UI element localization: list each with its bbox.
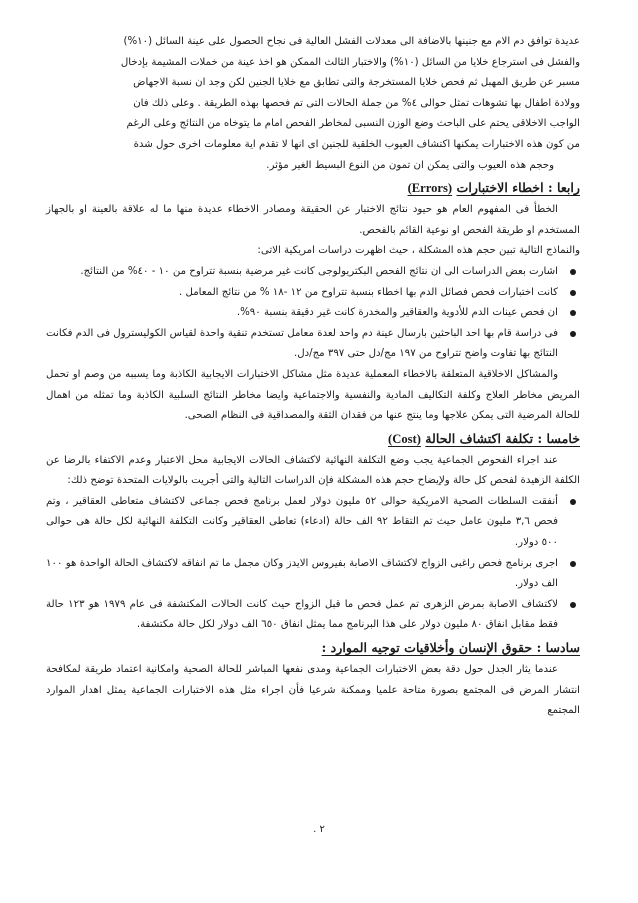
cost-bullet-list: [46, 492, 580, 636]
bullet-icon: [570, 290, 576, 296]
bullet-icon: [570, 310, 576, 316]
bullet-icon: [570, 561, 576, 567]
list-item: [46, 324, 580, 365]
section-heading-text: خامسا : تكلفة اكتشاف الحالة: [425, 430, 580, 446]
section-heading-english: (Errors): [407, 181, 453, 196]
list-item: [46, 492, 580, 554]
list-item: [46, 303, 580, 324]
intro-line: من كون هذه الاختبارات يمكنها اكتشاف العيوب الخلقية للجنين اى انها لا تقدم اية معلومات اخرى حول شدة: [133, 138, 580, 150]
bullet-icon: [570, 499, 576, 505]
section-heading-text: رابعا : اخطاء الاختبارات: [456, 180, 580, 196]
cost-paragraph: عند اجراء الفحوص الجماعية يجب وضع التكلفة النهائية لاكتشاف الحالات الايجابية محل الاعتبار وعدم الاكتفاء بالرضا عن الكلفة الزهيدة لفحص كل حالة ولإيضاح حجم هذه المشكلة فإن الدراسات التالية والتى أجريت بالولايات المتحدة توضح ذلك:: [46, 454, 580, 487]
intro-line: مسبر عن طريق المهبل ثم فحص خلايا المستخرجة والتى تطابق مع خلايا الجنين لكن وجد ان نسبة الاجهاض: [133, 77, 580, 89]
list-item-text: فى دراسة قام بها احد الباحثين بارسال عينة دم واحد لعدة معامل تستخدم تنقية واحدة لقياس الكوليسترول فى الدم فكانت النتائج بها تفاوت واضح تتراوح من ١٩٧ مج/دل حتى ٣٩٧ مج/دل.: [46, 327, 558, 360]
intro-line: وولادة اطفال بها تشوهات تمثل حوالى ٤% من جملة الحالات التى تم فحصها بهذه الطريقة . وعلى ذلك فان: [133, 97, 580, 109]
page-number: . ٢: [313, 824, 325, 835]
intro-line: عديدة توافق دم الام مع جنينها بالاضافة الى معدلات الفشل العالية فى نجاح الحصول على عينة السائل (١٠%): [123, 36, 580, 47]
intro-paragraph: [46, 32, 580, 176]
errors-intro-paragraph: والنماذج التالية تبين حجم هذه المشكلة ، حيث اظهرت دراسات امريكية الاتى:: [257, 245, 580, 257]
list-item-text: لاكتشاف الاصابة بمرض الزهرى تم عمل فحص ما قبل الزواج حيث كانت الحالات المكتشفة فى عام ١٩٧٩ هو ١٢٣ حالة فقط مقابل انفاق ٨٠ مليون دولار على هذا البرنامج مما يمثل انفاق ٦٥٠ الف دولار لكل حالة مكتشفة.: [46, 598, 558, 631]
list-item-text: ان فحص عينات الدم للأدوية والعقاقير والمخدرة كانت غير دقيقة بنسبة ٩٠%.: [236, 307, 558, 319]
list-item: [46, 595, 580, 636]
bullet-icon: [570, 331, 576, 337]
section-heading-text: سادسا : حقوق الإنسان وأخلاقيات توجيه الموارد :: [321, 640, 580, 656]
section-heading-english: (Cost): [388, 431, 421, 446]
list-item-text: كانت اختبارات فحص فصائل الدم بها اخطاء بنسبة تتراوح من ١٢ -١٨ % من نتائج المعامل .: [179, 286, 558, 298]
list-item-text: اجرى برنامج فحص راغبى الزواج لاكتشاف الاصابة بفيروس الايدز وكان مجمل ما تم انفاقه لاكتشاف الحالة الواحدة هو ١٠٠ الف دولار.: [46, 557, 558, 590]
human-rights-paragraph: عندما يثار الجدل حول دقة بعض الاختبارات الجماعية ومدى نفعها المباشر للحالة الصحية وامكانية اعتماد طريقة لمكافحة انتشار المرض فى المجتمع بصورة متاحة علميا وممكنة شرعيا فأن اجراء مثل هذه الاختبارات الجماعية يمثل اهدار الموارد المجتمع: [46, 664, 580, 717]
ethics-paragraph: والمشاكل الاخلاقية المتعلقة بالاخطاء المعملية عديدة مثل مشاكل الاختبارات الايجابية الكاذبة وما يسببه من وصم او تحمل المريض مخاطر العلاج وكلفة التكاليف المادية والنفسية والاجتماعية وايضا مخاطر النتائج السلبية الكاذبة وما تمثله من اهمال للحالة المرضية التى يمكن علاجها وما ينتج عنها من فقدان الثقة والمصداقية فى النظام الصحى.: [46, 368, 580, 422]
list-item: [46, 262, 580, 283]
list-item-text: أنفقت السلطات الصحية الامريكية حوالى ٥٢ مليون دولار لعمل برنامج فحص جماعى لاكتشاف متعاطى العقاقير ، وتم فحص ٣,٦ مليون عامل حيث تم التقاط ٩٢ الف حالة (ادعاء) تعاطى العقاقير وكانت التكلفة النهائية لكل حالة هى حوالى ٥٠٠ دولار.: [46, 495, 559, 549]
list-item-text: اشارت بعض الدراسات الى ان نتائج الفحص البكتريولوجى كانت غير مرضية بنسبة تتراوح من ١٠ - ٤٠% من النتائج.: [80, 265, 558, 277]
intro-line: وحجم هذه العيوب والتى يمكن ان تمون من النوع البسيط الغير مؤثر.: [266, 159, 554, 171]
intro-line: الواجب الاخلاقى يحتم على الباحث وضع الوزن النسبى لمخاطر الفحص امام ما يتوخاه من النتائج وعلى الرغم: [126, 118, 580, 130]
list-item: [46, 554, 580, 595]
section-heading-cost: [46, 427, 580, 451]
errors-bullet-list: [46, 262, 580, 365]
intro-line: والفشل فى استرجاع خلايا من السائل (١٠%) والاختبار الثالث الممكن هو اخذ عينة من خملات المشيمة بإدخال: [120, 56, 580, 68]
errors-paragraph: الخطأ فى المفهوم العام هو حيود نتائج الاختبار عن الحقيقة ومصادر الاخطاء عديدة منها ما له علاقة بالعينة او بالجهاز المستخدم او طريقة الفحص او نوعية القائم بالفحص.: [46, 204, 580, 236]
bullet-icon: [570, 602, 576, 608]
list-item: [46, 283, 580, 304]
section-heading-errors: [46, 176, 580, 200]
bullet-icon: [570, 269, 576, 275]
section-heading-human-rights: [46, 636, 580, 660]
